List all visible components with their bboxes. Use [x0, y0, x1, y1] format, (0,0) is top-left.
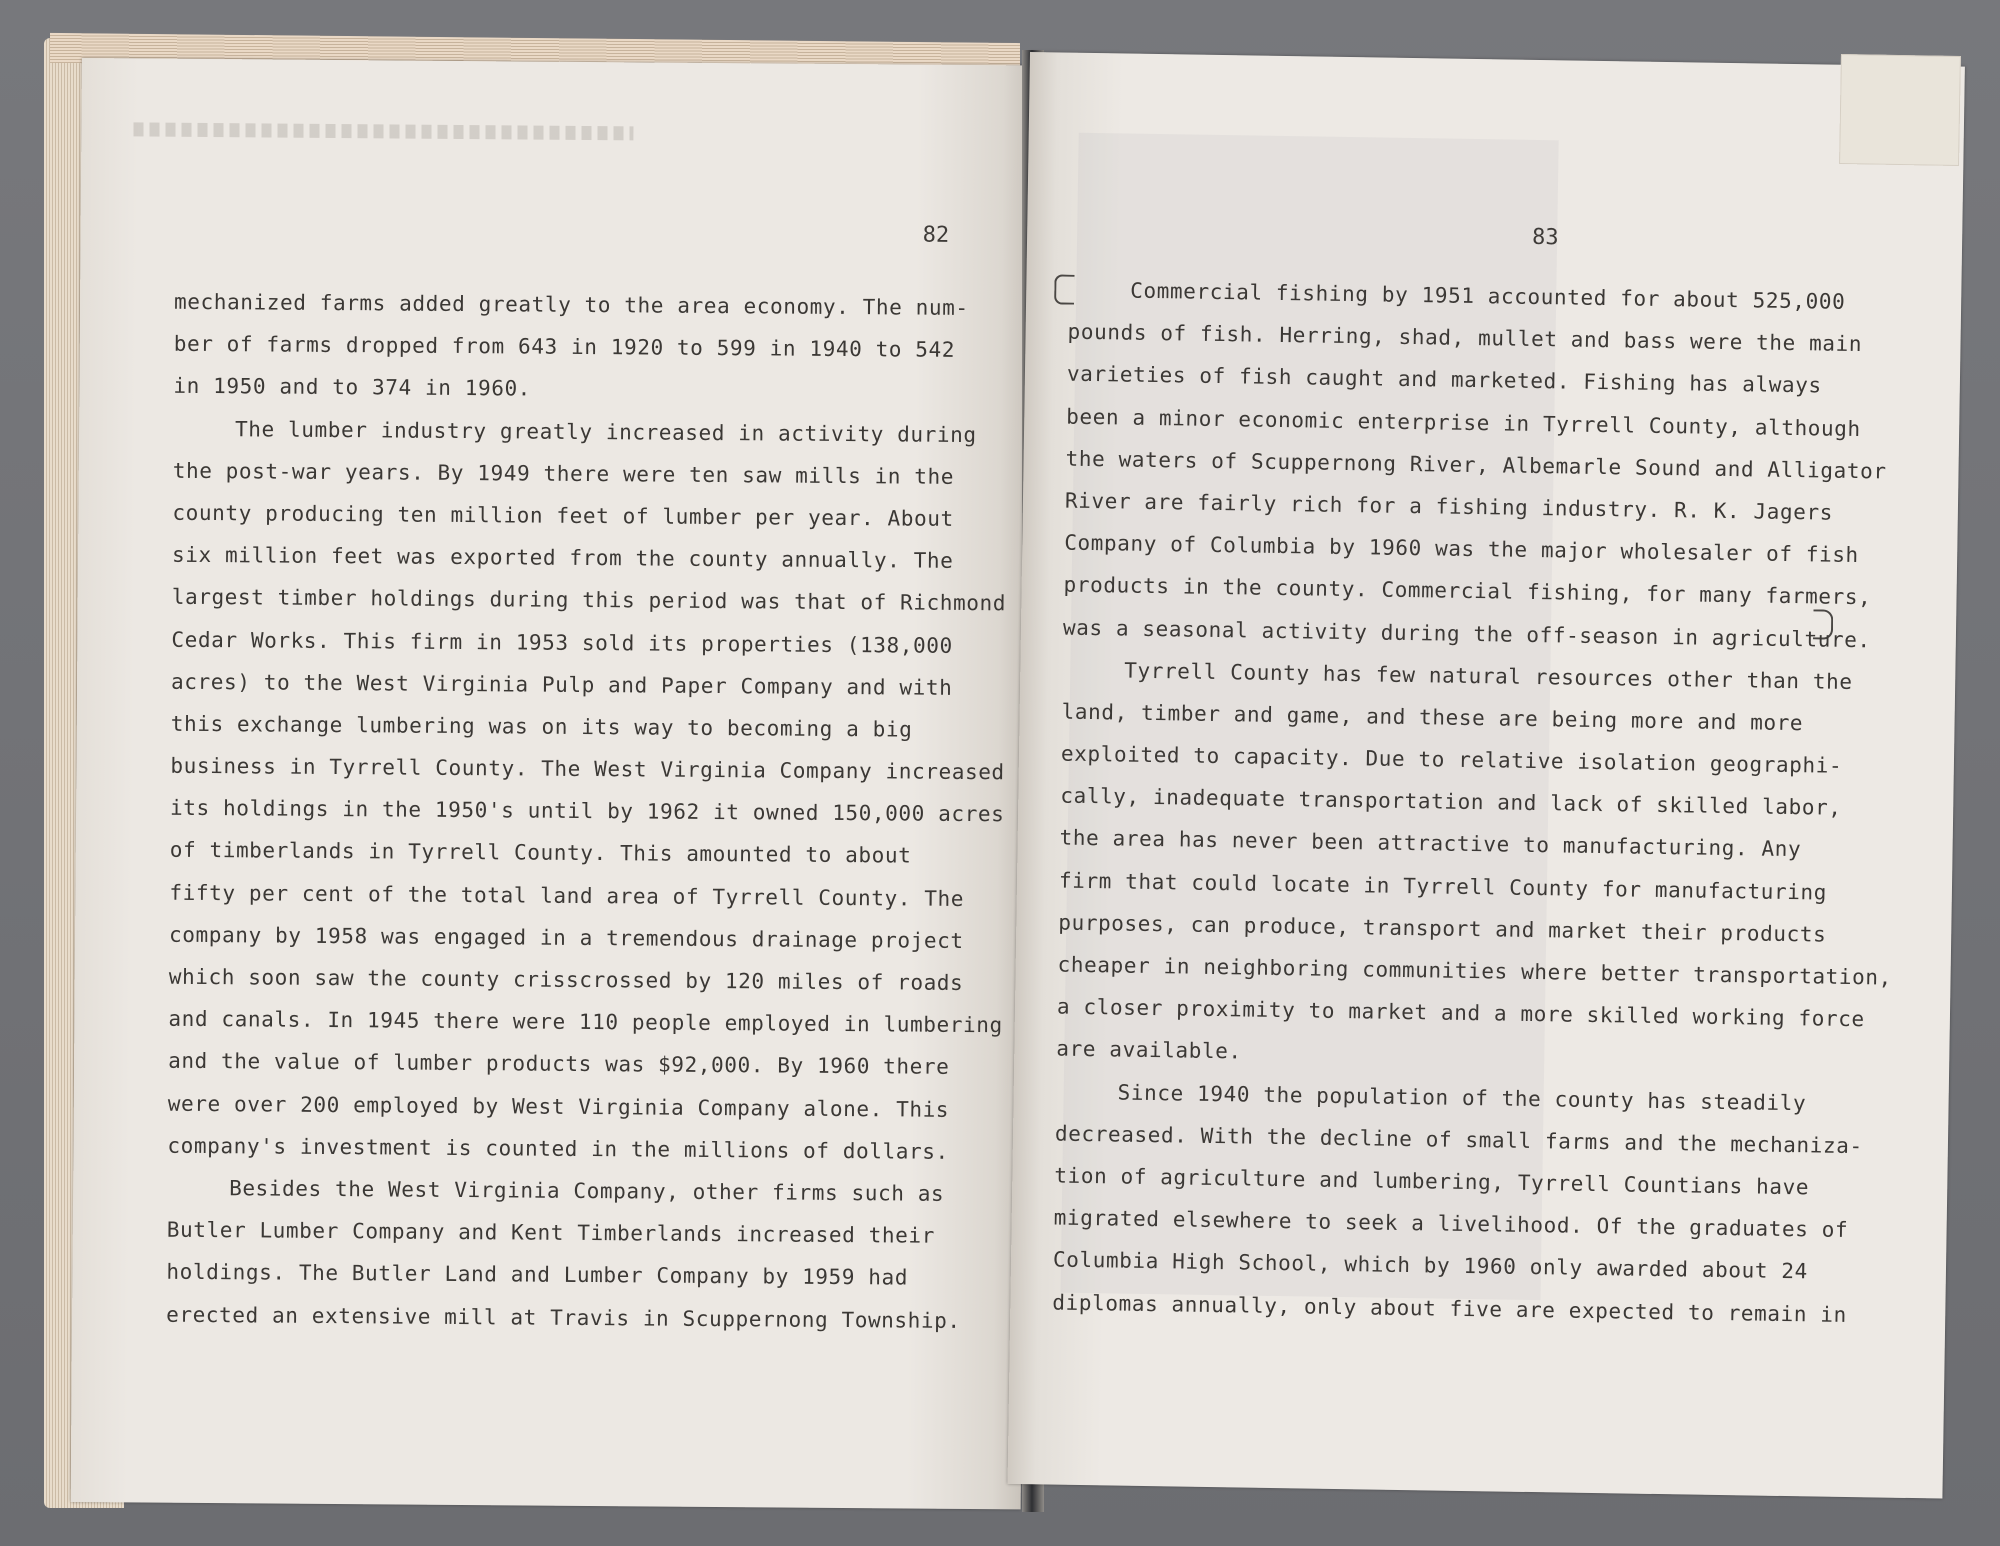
- text-line: cally, inadequate transportation and lack of skilled labor,: [1060, 783, 1842, 821]
- text-line: products in the county. Commercial fishing, for many farmers,: [1063, 572, 1872, 610]
- text-line: and the value of lumber products was $92,000. By 1960 there: [168, 1049, 950, 1080]
- text-line: this exchange lumbering was on its way to becoming a big: [170, 711, 913, 742]
- text-line: acres) to the West Virginia Pulp and Paper Company and with: [171, 669, 953, 700]
- text-line: company's investment is counted in the millions of dollars.: [167, 1133, 949, 1164]
- text-line: mechanized farms added greatly to the area economy. The num-: [173, 289, 969, 320]
- text-line: Since 1940 the population of the county has steadily: [1117, 1080, 1807, 1115]
- text-line: county producing ten million feet of lumber per year. About: [172, 500, 954, 531]
- text-line: holdings. The Butler Land and Lumber Company by 1959 had: [166, 1260, 909, 1290]
- text-line: the area has never been attractive to manufacturing. Any: [1059, 826, 1802, 862]
- text-line: which soon saw the county crisscrossed by 120 miles of roads: [168, 964, 964, 995]
- text-line: purposes, can produce, transport and market their products: [1058, 910, 1827, 947]
- text-line: diplomas annually, only about five are expected to remain in: [1052, 1290, 1848, 1327]
- text-line: fifty per cent of the total land area of Tyrrell County. The: [169, 880, 965, 911]
- text-line: The lumber industry greatly increased in activity during: [234, 416, 977, 447]
- right-page: [1008, 52, 1965, 1499]
- text-line: pounds of fish. Herring, shad, mullet and bass were the main: [1067, 319, 1863, 357]
- text-line: ber of farms dropped from 643 in 1920 to 599 in 1940 to 542: [173, 331, 956, 363]
- text-line: been a minor economic enterprise in Tyrrell County, although: [1066, 404, 1861, 441]
- text-line: River are fairly rich for a fishing industry. R. K. Jagers: [1064, 488, 1834, 525]
- text-line: migrated elsewhere to seek a livelihood. Of the graduates of: [1053, 1205, 1849, 1243]
- text-line: six million feet was exported from the county annually. The: [172, 542, 954, 573]
- page-number-left: 82: [922, 222, 950, 248]
- text-line: was a seasonal activity during the off-season in agriculture.: [1062, 615, 1871, 652]
- text-line: cheaper in neighboring communities where better transportation,: [1057, 952, 1893, 990]
- text-line: were over 200 employed by West Virginia Company alone. This: [167, 1091, 950, 1122]
- text-line: company by 1958 was engaged in a tremendous drainage project: [169, 922, 964, 953]
- text-line: decreased. With the decline of small farms and the mechaniza-: [1054, 1121, 1863, 1158]
- text-line: are available.: [1056, 1036, 1242, 1064]
- text-line: Company of Columbia by 1960 was the major wholesaler of fish: [1064, 530, 1859, 568]
- bleed-through-mark: [133, 122, 633, 140]
- text-line: land, timber and game, and these are being more and more: [1061, 699, 1804, 736]
- text-line: erected an extensive mill at Travis in Scuppernong Township.: [166, 1302, 961, 1333]
- text-line: Commercial fishing by 1951 accounted for about 525,000: [1130, 278, 1846, 314]
- text-line: in 1950 and to 374 in 1960.: [173, 374, 532, 401]
- text-line: varieties of fish caught and marketed. Fishing has always: [1066, 361, 1822, 398]
- paper-tab: [1839, 54, 1961, 166]
- text-line: of timberlands in Tyrrell County. This amounted to about: [169, 838, 912, 868]
- text-line: Besides the West Virginia Company, other firms such as: [229, 1176, 945, 1206]
- text-line: largest timber holdings during this period was that of Richmond: [171, 585, 1007, 616]
- right-page-text: [1052, 269, 1903, 1337]
- text-line: its holdings in the 1950's until by 1962 it owned 150,000 acres: [170, 795, 1005, 827]
- text-line: business in Tyrrell County. The West Virginia Company increased: [170, 753, 1005, 785]
- text-line: tion of agriculture and lumbering, Tyrrell Countians have: [1054, 1163, 1810, 1200]
- page-number-right: 83: [1531, 224, 1559, 251]
- text-line: exploited to capacity. Due to relative isolation geographi-: [1060, 741, 1843, 778]
- text-line: Columbia High School, which by 1960 only awarded about 24: [1052, 1247, 1808, 1284]
- text-line: Cedar Works. This firm in 1953 sold its properties (138,000: [171, 627, 953, 658]
- text-line: Tyrrell County has few natural resources other than the: [1124, 658, 1853, 694]
- text-line: the post-war years. By 1949 there were ten saw mills in the: [172, 458, 955, 489]
- text-line: firm that could locate in Tyrrell County for manufacturing: [1058, 868, 1828, 905]
- text-line: a closer proximity to market and a more skilled working force: [1056, 994, 1865, 1032]
- left-page: [71, 58, 1032, 1509]
- left-page-text: [166, 281, 1009, 1342]
- text-line: the waters of Scuppernong River, Albemarle Sound and Alligator: [1065, 446, 1887, 484]
- text-line: and canals. In 1945 there were 110 people employed in lumbering: [168, 1006, 1003, 1038]
- text-line: Butler Lumber Company and Kent Timberlands increased their: [166, 1217, 935, 1248]
